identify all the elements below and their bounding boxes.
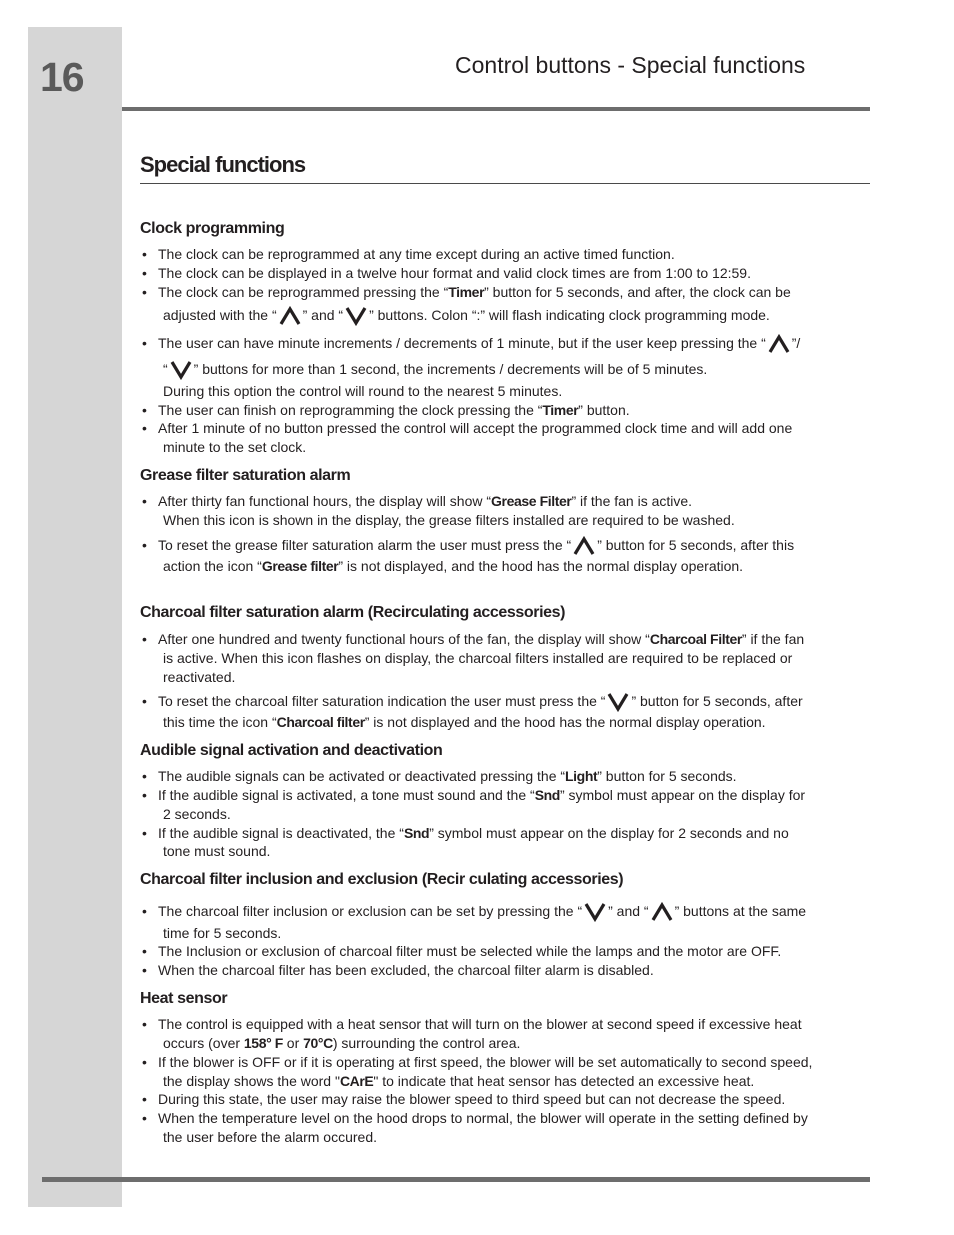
charcoal-incl-bullet-3: • When the charcoal filter has been excluded, the charcoal filter alarm is disabled. — [142, 962, 654, 978]
section-divider — [140, 183, 870, 184]
header-divider — [122, 107, 870, 111]
clock-bullet-6: • After 1 minute of no button pressed the control will accept the programmed clock time and will add one — [142, 420, 793, 436]
footer-divider — [42, 1177, 870, 1182]
charcoal-alarm-bullet-1: • After one hundred and twenty functional hours of the fan, the display will show “Charcoal Filter” if the fan — [142, 631, 805, 647]
charcoal-alarm-bullet-1-cont2: reactivated. — [163, 669, 236, 685]
charcoal-incl-bullet-1-cont: time for 5 seconds. — [163, 925, 282, 941]
down-arrow-icon — [584, 901, 606, 923]
grease-heading: Grease filter saturation alarm — [140, 467, 351, 484]
charcoal-alarm-bullet-2: • To reset the charcoal filter saturation indication the user must press the “ ” button for 5 seconds, after — [140, 691, 803, 713]
clock-bullet-4-cont: “ ” buttons for more than 1 second, the increments / decrements will be of 5 minutes. — [163, 359, 707, 381]
clock-bullet-6-cont: minute to the set clock. — [163, 439, 307, 455]
charcoal-incl-bullet-1: • The charcoal filter inclusion or exclusion can be set by pressing the “ ” and “ ” buttons at the same — [140, 901, 806, 923]
clock-bullet-3: • The clock can be reprogrammed pressing the “Timer” button for 5 seconds, and after, the clock can be — [142, 284, 791, 300]
grease-bullet-1-cont: When this icon is shown in the display, the grease filters installed are required to be washed. — [163, 512, 735, 528]
audible-heading: Audible signal activation and deactivation — [140, 742, 443, 759]
clock-bullet-3-cont: adjusted with the “ ” and “ ” buttons. Colon “:” will flash indicating clock programming mode. — [163, 305, 770, 327]
charcoal-incl-bullet-2: • The Inclusion or exclusion of charcoal filter must be selected while the lamps and the motor are OFF. — [142, 943, 782, 959]
up-arrow-icon — [279, 305, 301, 327]
audible-bullet-3: • If the audible signal is deactivated, the “Snd” symbol must appear on the display for 2 seconds and no — [142, 825, 789, 841]
heat-heading: Heat sensor — [140, 990, 228, 1007]
clock-bullet-4-cont2: During this option the control will round to the nearest 5 minutes. — [163, 383, 563, 399]
audible-bullet-3-cont: tone must sound. — [163, 843, 271, 859]
down-arrow-icon — [170, 359, 192, 381]
grease-bullet-2-cont: action the icon “Grease filter” is not displayed, and the hood has the normal display operation. — [163, 558, 744, 574]
charcoal-alarm-heading: Charcoal filter saturation alarm (Recirculating accessories) — [140, 604, 566, 621]
charcoal-incl-heading: Charcoal filter inclusion and exclusion (Recir culating accessories) — [140, 871, 624, 888]
charcoal-alarm-bullet-1-cont: is active. When this icon flashes on display, the charcoal filters installed are required to be replaced or — [163, 650, 793, 666]
heat-bullet-2-cont: the display shows the word "CArE" to indicate that heat sensor has detected an excessive heat. — [163, 1073, 755, 1089]
page-number: 16 — [40, 54, 84, 100]
grease-bullet-1: • After thirty fan functional hours, the display will show “Grease Filter” if the fan is active. — [142, 493, 693, 509]
down-arrow-icon — [345, 305, 367, 327]
clock-bullet-5: • The user can finish on reprogramming the clock pressing the “Timer” button. — [142, 402, 630, 418]
audible-bullet-2: • If the audible signal is activated, a tone must sound and the “Snd” symbol must appear on the display for — [142, 787, 806, 803]
heat-bullet-2: • If the blower is OFF or if it is operating at first speed, the blower will be set automatically to second speed, — [142, 1054, 813, 1070]
heat-bullet-4-cont: the user before the alarm occured. — [163, 1129, 378, 1145]
heat-bullet-1: • The control is equipped with a heat sensor that will turn on the blower at second speed if excessive heat — [142, 1016, 802, 1032]
heat-bullet-1-cont: occurs (over 158° F or 70°C) surrounding the control area. — [163, 1035, 521, 1051]
clock-bullet-2: • The clock can be displayed in a twelve hour format and valid clock times are from 1:00 to 12:59. — [142, 265, 751, 281]
audible-bullet-1: • The audible signals can be activated or deactivated pressing the “Light” button for 5 seconds. — [142, 768, 737, 784]
up-arrow-icon — [768, 333, 790, 355]
clock-bullet-4: • The user can have minute increments / decrements of 1 minute, but if the user keep pressing the “ ”/ — [140, 333, 800, 355]
heat-bullet-4: • When the temperature level on the hood drops to normal, the blower will operate in the setting defined by — [142, 1110, 808, 1126]
heat-bullet-3: • During this state, the user may raise the blower speed to third speed but can not decrease the speed. — [142, 1091, 786, 1107]
charcoal-alarm-bullet-2-cont: this time the icon “Charcoal filter” is not displayed and the hood has the normal display operation. — [163, 714, 766, 730]
page-sidebar — [28, 27, 122, 1207]
up-arrow-icon — [651, 901, 673, 923]
grease-bullet-2: • To reset the grease filter saturation alarm the user must press the “ ” button for 5 seconds, after this — [140, 535, 794, 557]
audible-bullet-2-cont: 2 seconds. — [163, 806, 231, 822]
clock-heading: Clock programming — [140, 220, 285, 237]
section-title: Special functions — [140, 152, 306, 177]
clock-bullet-1: • The clock can be reprogrammed at any time except during an active timed function. — [142, 246, 675, 262]
header-title: Control buttons - Special functions — [455, 52, 806, 78]
down-arrow-icon — [607, 691, 629, 713]
up-arrow-icon — [573, 535, 595, 557]
